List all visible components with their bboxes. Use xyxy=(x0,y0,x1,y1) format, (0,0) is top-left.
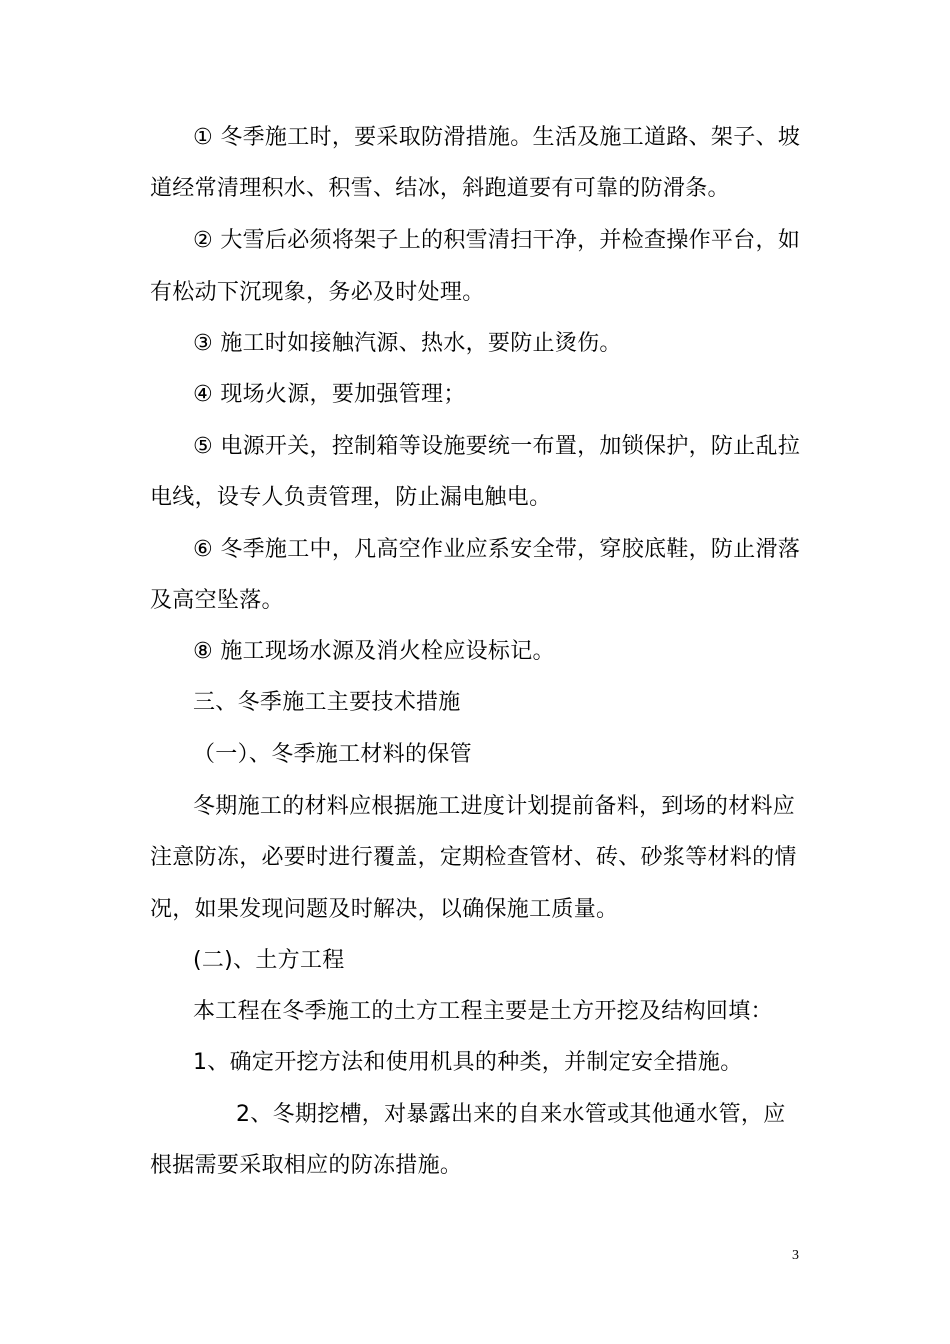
paragraph-line: 根据需要采取相应的防冻措施。 xyxy=(150,1153,463,1178)
list-item: 1、确定开挖方法和使用机具的种类，并制定安全措施。 xyxy=(193,1050,743,1075)
paragraph-line: 有松动下沉现象，务必及时处理。 xyxy=(150,280,485,305)
paragraph-line: ② 大雪后必须将架子上的积雪清扫干净，并检查操作平台，如 xyxy=(193,228,801,253)
paragraph-line: 注意防冻，必要时进行覆盖，定期检查管材、砖、砂浆等材料的情 xyxy=(150,845,797,870)
paragraph-line: ① 冬季施工时，要采取防滑措施。生活及施工道路、架子、坡 xyxy=(193,125,801,150)
subsection-heading: （一）、冬季施工材料的保管 xyxy=(193,742,472,767)
list-item: 2、冬期挖槽，对暴露出来的自来水管或其他通水管，应 xyxy=(236,1102,786,1127)
paragraph-line: 况，如果发现问题及时解决，以确保施工质量。 xyxy=(150,897,619,922)
paragraph-line: ④ 现场火源，要加强管理； xyxy=(193,382,466,407)
paragraph-line: 及高空坠落。 xyxy=(150,588,284,613)
paragraph-line: ⑥ 冬季施工中，凡高空作业应系安全带，穿胶底鞋，防止滑落 xyxy=(193,537,801,562)
section-heading: 三、冬季施工主要技术措施 xyxy=(193,690,461,715)
paragraph-line: 冬期施工的材料应根据施工进度计划提前备料，到场的材料应 xyxy=(193,794,796,819)
page-number: 3 xyxy=(792,1248,799,1263)
paragraph-line: ⑧ 施工现场水源及消火栓应设标记。 xyxy=(193,639,555,664)
paragraph-line: ③ 施工时如接触汽源、热水，要防止烫伤。 xyxy=(193,331,622,356)
paragraph-line: 本工程在冬季施工的土方工程主要是土方开挖及结构回填： xyxy=(193,999,773,1024)
paragraph-line: 电线，设专人负责管理，防止漏电触电。 xyxy=(150,485,552,510)
subsection-heading: (二)、土方工程 xyxy=(193,948,345,973)
paragraph-line: 道经常清理积水、积雪、结冰，斜跑道要有可靠的防滑条。 xyxy=(150,176,730,201)
paragraph-line: ⑤ 电源开关，控制箱等设施要统一布置，加锁保护，防止乱拉 xyxy=(193,434,801,459)
